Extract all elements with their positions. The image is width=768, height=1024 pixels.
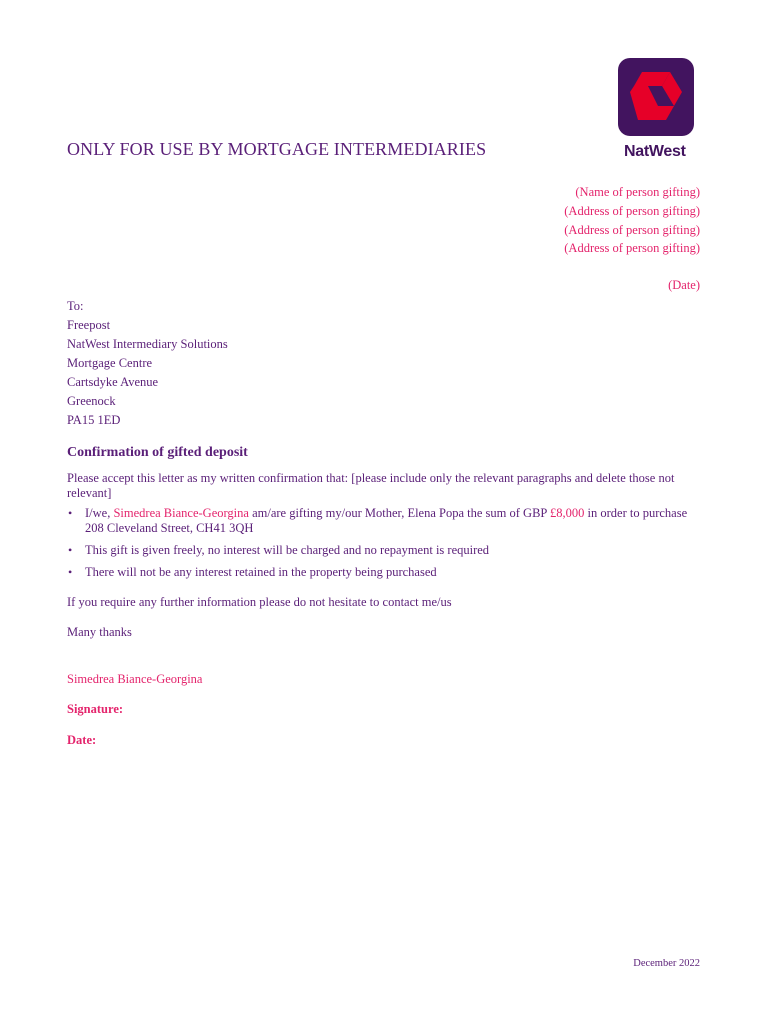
signatory-name: Simedrea Biance-Georgina [67, 672, 203, 686]
recipient-address [67, 297, 228, 430]
recipient-line: Freepost [67, 318, 111, 332]
bullet-icon: • [68, 543, 73, 557]
bullet-text: This gift is given freely, no interest will be charged and no repayment is required [85, 543, 490, 557]
bullet-text: There will not be any interest retained in the property being purchased [85, 565, 437, 579]
gifter-name: Simedrea Biance-Georgina [113, 506, 249, 520]
recipient-line: Cartsdyke Avenue [67, 375, 159, 389]
bullet-icon: • [68, 506, 73, 520]
confirmation-list [67, 506, 707, 587]
natwest-wordmark: NatWest [624, 143, 686, 160]
recipient-line: NatWest Intermediary Solutions [67, 337, 228, 351]
natwest-cubes-icon [618, 58, 694, 136]
recipient-line: Mortgage Centre [67, 356, 153, 370]
date-label: Date: [67, 733, 97, 747]
bullet-text: am/are gifting my/our Mother, Elena Popa the sum of GBP [248, 506, 551, 520]
signature-label: Signature: [67, 702, 124, 716]
sender-address-line: (Address of person gifting) [564, 203, 700, 218]
sender-address-line: (Address of person gifting) [564, 241, 700, 256]
further-info-paragraph: If you require any further information please do not hesitate to contact me/us [67, 595, 452, 609]
gift-amount: £8,000 [550, 506, 585, 520]
recipient-line: Greenock [67, 394, 116, 408]
list-item [67, 506, 707, 536]
recipient-line: To: [67, 299, 84, 313]
bullet-text: in order to purchase 208 Cleveland Street, CH41 3QH [85, 506, 688, 535]
natwest-logo-mark [618, 58, 694, 136]
intro-paragraph: Please accept this letter as my written confirmation that: [please include only the relevant paragraphs and delete those not relevant] [67, 471, 675, 500]
footer-date: December 2022 [633, 958, 700, 969]
list-item [67, 565, 707, 580]
recipient-line: PA15 1ED [67, 413, 121, 427]
bullet-icon: • [68, 565, 73, 579]
letter-date: (Date) [668, 278, 700, 292]
closing-line: Many thanks [67, 625, 132, 639]
page-title: ONLY FOR USE BY MORTGAGE INTERMEDIARIES [67, 139, 487, 159]
list-item [67, 543, 707, 558]
sender-details [564, 183, 700, 258]
letter-heading: Confirmation of gifted deposit [67, 445, 248, 460]
bullet-text: I/we, [85, 506, 114, 520]
sender-address-line: (Address of person gifting) [564, 222, 700, 237]
sender-name: (Name of person gifting) [575, 185, 700, 199]
